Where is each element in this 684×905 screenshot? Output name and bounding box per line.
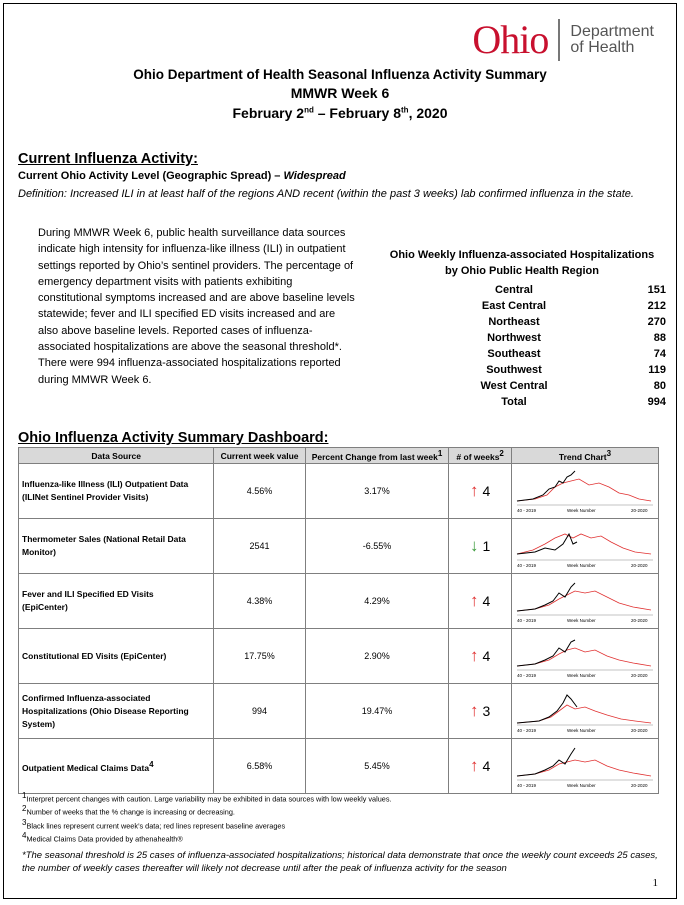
- logo-divider: [558, 19, 560, 61]
- threshold-note: *The seasonal threshold is 25 cases of influenza-associated hospitalizations; historical data demonstrate that once the weekly count exceeds 25 cases, the number of weekly cases thereafter will likely not decrease until after the peak of influenza activity for the season: [22, 850, 658, 874]
- trend-chart-cell: [511, 629, 658, 684]
- table-row: [19, 464, 659, 519]
- weeks-cell: [449, 519, 512, 574]
- activity-level-value: Widespread: [283, 170, 346, 182]
- table-row: [19, 739, 659, 794]
- table-row: [19, 629, 659, 684]
- logo-brand: Ohio: [472, 17, 549, 62]
- trend-sparkline: [515, 465, 655, 517]
- trend-current-line: [517, 583, 575, 611]
- page-title: Ohio Department of Health Seasonal Influenza Activity Summary: [133, 67, 547, 82]
- trend-sparkline: [515, 630, 655, 682]
- data-source-cell: Fever and ILI Specified ED Visits (EpiCenter): [19, 574, 214, 629]
- current-value-cell: 2541: [214, 519, 305, 574]
- trend-label-left: 40 - 2019: [516, 728, 536, 733]
- trend-sparkline: [515, 520, 655, 572]
- current-value-cell: 6.58%: [214, 739, 305, 794]
- trend-current-line: [517, 640, 575, 666]
- hospitalizations-title: Ohio Weekly Influenza-associated Hospitalizations by Ohio Public Health Region: [389, 249, 655, 277]
- weeks-count: 3: [482, 703, 491, 719]
- trend-label-right: 20-2020: [630, 508, 648, 513]
- weeks-count: 4: [482, 483, 491, 499]
- weeks-cell: [449, 464, 512, 519]
- arrow-up-icon: ↑: [470, 701, 479, 720]
- activity-level: Current Ohio Activity Level (Geographic Spread) – Widespread: [18, 170, 346, 182]
- hosp-row: [444, 346, 666, 362]
- weeks-count: 1: [482, 538, 491, 554]
- hosp-region: East Central: [481, 300, 547, 312]
- trend-label-left: 40 - 2019: [516, 508, 536, 513]
- hosp-count: 88: [653, 332, 666, 344]
- hosp-row: [444, 362, 666, 378]
- data-source-cell: Outpatient Medical Claims Data$^4$: [19, 739, 214, 794]
- footnote: $^2$Number of weeks that the % change is increasing or decreasing.: [22, 804, 235, 817]
- table-row: [19, 574, 659, 629]
- percent-change-cell: 19.47%: [305, 684, 449, 739]
- weeks-cell: [449, 739, 512, 794]
- trend-current-line: [517, 748, 575, 776]
- logo-department: [570, 24, 654, 56]
- hosp-region: Southeast: [487, 348, 541, 360]
- trend-label-mid: Week Number: [566, 618, 596, 623]
- data-source-cell: Thermometer Sales (National Retail Data Monitor): [19, 519, 214, 574]
- col-trend-chart: Trend Chart$^3$: [511, 448, 658, 464]
- trend-chart-cell: [511, 574, 658, 629]
- trend-current-line: [517, 471, 575, 501]
- trend-label-mid: Week Number: [566, 783, 596, 788]
- dashboard-heading: Ohio Influenza Activity Summary Dashboard:: [18, 430, 329, 446]
- date-range: February 2nd – February 8th, 2020: [232, 105, 448, 121]
- data-source-cell: Constitutional ED Visits (EpiCenter): [19, 629, 214, 684]
- current-value-cell: 994: [214, 684, 305, 739]
- footnote: $^1$Interpret percent changes with caution. Large variability may be exhibited in data sources with low weekly values.: [22, 791, 392, 804]
- hosp-region: Northeast: [488, 316, 540, 328]
- trend-label-right: 20-2020: [630, 673, 648, 678]
- trend-chart-cell: [511, 464, 658, 519]
- weeks-cell: [449, 629, 512, 684]
- trend-label-left: 40 - 2019: [516, 563, 536, 568]
- data-source-cell: Influenza-like Illness (ILI) Outpatient Data (ILINet Sentinel Provider Visits): [19, 464, 214, 519]
- hosp-row: [444, 330, 666, 346]
- trend-sparkline: [515, 575, 655, 627]
- percent-change-cell: 4.29%: [305, 574, 449, 629]
- col-current-week: Current week value: [214, 448, 305, 464]
- percent-change-cell: 2.90%: [305, 629, 449, 684]
- hosp-region: Total: [501, 396, 527, 408]
- dashboard-header-row: [19, 448, 659, 464]
- trend-current-line: [517, 695, 577, 723]
- arrow-down-icon: ↓: [470, 536, 479, 555]
- hospitalizations-table: [444, 282, 666, 410]
- trend-sparkline: [515, 740, 655, 792]
- trend-label-mid: Week Number: [566, 563, 596, 568]
- hosp-count: 994: [647, 396, 666, 408]
- dashboard-table: [18, 447, 659, 794]
- logo-dept-line1: Department: [570, 23, 654, 40]
- hosp-count: 119: [648, 364, 666, 376]
- activity-definition: Definition: Increased ILI in at least half of the regions AND recent (within the past 3 weeks) lab confirmed influenza in the state.: [18, 188, 634, 200]
- arrow-up-icon: ↑: [470, 646, 479, 665]
- hosp-row: [444, 394, 666, 410]
- trend-chart-cell: [511, 519, 658, 574]
- hosp-row: [444, 314, 666, 330]
- current-value-cell: 4.56%: [214, 464, 305, 519]
- hosp-count: 74: [653, 348, 666, 360]
- trend-chart-cell: [511, 684, 658, 739]
- page-number: 1: [652, 877, 658, 889]
- weeks-cell: [449, 684, 512, 739]
- weeks-count: 4: [482, 648, 491, 664]
- weeks-count: 4: [482, 593, 491, 609]
- table-row: [19, 519, 659, 574]
- footnotes: [22, 791, 392, 845]
- hosp-count: 270: [647, 316, 666, 328]
- trend-label-right: 20-2020: [630, 783, 648, 788]
- table-row: [19, 684, 659, 739]
- hosp-region: Southwest: [486, 364, 542, 376]
- trend-label-right: 20-2020: [630, 563, 648, 568]
- percent-change-cell: -6.55%: [305, 519, 449, 574]
- current-activity-heading: Current Influenza Activity:: [18, 151, 198, 167]
- trend-label-mid: Week Number: [566, 508, 596, 513]
- trend-label-mid: Week Number: [566, 673, 596, 678]
- hosp-row: [444, 378, 666, 394]
- col-data-source: Data Source: [19, 448, 214, 464]
- weeks-count: 4: [482, 758, 491, 774]
- trend-label-mid: Week Number: [566, 728, 596, 733]
- hosp-region: Central: [495, 284, 533, 296]
- odh-logo: [472, 16, 654, 64]
- hosp-row: [444, 298, 666, 314]
- current-value-cell: 17.75%: [214, 629, 305, 684]
- col-percent-change: Percent Change from last week$^1$: [305, 448, 449, 464]
- trend-label-left: 40 - 2019: [516, 618, 536, 623]
- hosp-region: West Central: [480, 380, 548, 392]
- summary-paragraph: During MMWR Week 6, public health surveillance data sources indicate high intensity for influenza-like illness (ILI) in outpatient settings reported by Ohio’s sentinel providers. The percentage of emergency department visits with patients exhibiting constitutional symptoms increased and are above baseline levels statewide; fever and ILI specified ED visits increased and are also above baseline levels. Reported cases of influenza-associated hospitalizations are above the seasonal threshold*. There were 994 influenza-associated hospitalizations reported during MMWR Week 6.: [38, 227, 355, 386]
- footnote: $^4$Medical Claims Data provided by athenahealth®: [22, 831, 183, 844]
- trend-chart-cell: [511, 739, 658, 794]
- arrow-up-icon: ↑: [470, 481, 479, 500]
- trend-label-right: 20-2020: [630, 728, 648, 733]
- mmwr-week: MMWR Week 6: [290, 85, 390, 101]
- trend-label-right: 20-2020: [630, 618, 648, 623]
- percent-change-cell: 3.17%: [305, 464, 449, 519]
- trend-label-left: 40 - 2019: [516, 783, 536, 788]
- document-page: [3, 3, 677, 899]
- hosp-row: [444, 282, 666, 298]
- hosp-region: Northwest: [487, 332, 541, 344]
- percent-change-cell: 5.45%: [305, 739, 449, 794]
- trend-label-left: 40 - 2019: [516, 673, 536, 678]
- arrow-up-icon: ↑: [470, 591, 479, 610]
- col-weeks: # of weeks$^2$: [449, 448, 512, 464]
- arrow-up-icon: ↑: [470, 756, 479, 775]
- hosp-count: 212: [647, 300, 666, 312]
- trend-current-line: [517, 534, 577, 554]
- current-value-cell: 4.38%: [214, 574, 305, 629]
- hosp-count: 151: [647, 284, 666, 296]
- trend-baseline-line: [517, 705, 651, 723]
- trend-sparkline: [515, 685, 655, 737]
- weeks-cell: [449, 574, 512, 629]
- footnote: $^3$Black lines represent current week’s data; red lines represent baseline averages: [22, 817, 286, 831]
- data-source-cell: Confirmed Influenza-associated Hospitalizations (Ohio Disease Reporting System): [19, 684, 214, 739]
- hosp-count: 80: [653, 380, 666, 392]
- logo-dept-line2: of Health: [570, 39, 635, 56]
